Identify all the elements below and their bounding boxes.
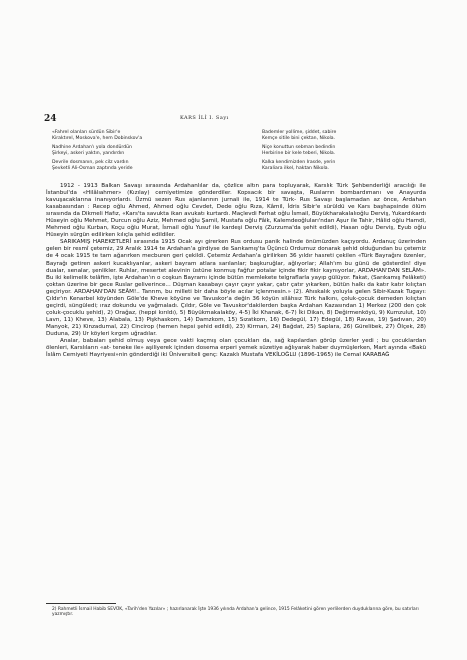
poem-line: Kalka kendimizden Irasde, yerin (262, 160, 336, 166)
paragraph: Analar, babaları şehid olmuş veya gece vakti kaçmış olan çocukları da, sağ kapılardan görüp üzerler yedi ; bu çocuklardan ölenleri, Karslıların «at- teneke ile» aşiliyerek içinden dosema erperi yemek süzetiye ağlıyarak haber duymüşlerken, Mart ayında «Bakü İslâm Cemiyeti Hayriyesi»nin gönderdiği iki Üniversiteli genç: Kazaklı Mustafa VEKİLOĞLU (1896-1965) ile Cemal KARABAĞ (46, 338, 426, 359)
poem-stanza (262, 145, 412, 156)
footnote-divider (46, 603, 116, 604)
poem-stanza (52, 160, 202, 171)
paragraph: 1912 - 1913 Balkan Savaşı sırasında Ardahanlılar da, çözlice altın para topluyarak, Karslık Türk Şehbenderliği aracılığı ile İstanbul'da «Hilâlıahmer» (Kızılay) cemiyetimize gönderdiler. Kopsacık bir savaşta, Ruslarrın bombardımanı ve Anayurda kavuşacaklarına inanıyorlardı. Üzmü sezen Rus ajanlarının jurnali ile, 1914 te Türk- Rus Savaşı başlamadan az önce, Ardahan kasabasından : Recep oğlu Ahmed, Ahmed oğlu Cevdet, Dede oğlu Rıza, Kâmil, İdris Sibir'e sürüldü ve Kars başhapsinde ölüm sırasında da Dikmeli Hafız, «Kars'ta savukta ikan avukatı kurtardı. Maçlevdi Ferhat oğlu İsmail, Büyükharakalalıoğlu Derviş, Yukardıkardı Hüseyin oğlu Mehmet, Durcun oğlu Aziz, Mehmed oğlu Şamil, Mustafa oğlu Fâik, Kalemdeoğluları'ndan Aşur ile Tahir, Hâlid oğlu Hamdi, Mehmed oğlu Kurban, Koçu oğlu Murat, İsmail oğlu Yusuf ile kardeşi Derviş (Zurzuma'da şehit edildi), Hasan oğlu Derviş, Eyub oğlu Hüseyin sürgün edilirken kılıçla şehid edildiler. (46, 183, 426, 239)
paragraph: SARIKAMIŞ HAREKETLERİ sırasında 1915 Ocak ayı girerken Rus ordusu panik halinde önümüzden kaçıyordu. Ardanuç üzerinden gelen bir resmî çetemiz, 29 Aralık 1914 te Ardahan'a girdiyse de Sarıkamış'ta Üçüncü Ordumuz donarak şehid olduğundan bu çetemiz de 4 ocak 1915 te tam ağarırken mecburen geri çekildi. Çetemiz Ardahan'a girilirken 36 yıldır hasreti çekilen «Türk Bayrağını özenler, Bayrağı getiren askeri kucaklıyanlar, askeri bayram atlara sarılanlar; başkuruğlar, ağlıyorlar; Allah'ım bu günü de gösterdin! diye dualar, senalar, şenlikler. Ruhlar, mesertet alevinin üstüne konmuş fağfur potalar içinde fikir fikir kaynıyorlar, ARDAHAN'DAN SELÂM». Bu iki kelimelik telâfim, işte Ardahan'ın o coşkun Bayramı içinde bütün memlekete telgraflarla yayıp gülüyor. Fakat, (Sarıkamış Felâketi) çoktan üzerine bir gece Ruslar geliverince... Düşman kasabayı çayır çayır yakar, çatır çatır yıkarken, bütün halkı da katır katır kılıçtan geçiriyor. ARDAHAN'DAN SEÂM!.. Tanrım, bu milleti bir daha böyle acılar içlenmesin.» (2). Ahıskalık yoluyla gelen Sibir-Kazak Tugayı: Çıldır'ın Kenarbel köyünden Göle'de Kheve köyüne ve Tavuskor'a değin 36 köyün silâhsız Türk halkını, çoluk-çocuk demeden kılıçtan geçirdi, süngüledi; ıraz dokundu ve yağmaladı. Çıldır, Göle ve Tavuskor'dakilerden başka Ardahan Kazasından 1) Merkez (200 den çok çoluk-çocuklu şehid), 2) Orağaz, (heppi kırıldı), 5) Büyükmakalaköy, 4-5) İki Khanak, 6-7) İki Dikan, 8) Değirmenköyü, 9) Kumzulut, 10) Lavn, 11) Kheve, 13) Alabala, 13) Pişkhaskom, 14) Damzkom, 15) Sızatkom, 16) Dedegül, 17) Edegül, 18) Ravas, 19) Şadıvan, 20) Manyok, 21) Kinzadumal, 22) Cincirop (hemen hepsi şehid edildi), 23) Kirman, 24) Bağdat, 25) Saplara, 26) Gürelibek, 27) Ölçek, 28) Duduna, 29) Ur köyleri kırgım uğradılar. (46, 239, 426, 337)
poem-line: Kiraktırel, Moskova'e, hem Dobinskov'a (52, 135, 143, 141)
poem-line: Şevketli Ali-Osman zaptında yeride (52, 165, 133, 171)
poem-stanza (52, 130, 202, 141)
poem-line: Herbirine bir kele teberi, Nikola. (262, 150, 336, 156)
poem-column-left (52, 130, 202, 176)
poem-stanza (52, 145, 202, 156)
poem-line: Şirkeyi, askeri yaktın, yandırdın (52, 150, 125, 156)
poem-line: Nadhine Ardahan'ı yola dondürdün (52, 145, 132, 151)
running-title: KARS İLİ I. Sayı (180, 115, 229, 121)
poem-line: Karaliara ilkel, haktan Nikola. (262, 165, 329, 171)
poem-line: Bademler yollime, şiddet, sabire (262, 130, 337, 135)
poem-line: Devrile dosmanın, pek cilz vardın (52, 160, 129, 166)
page-header (42, 114, 422, 126)
poem-stanza (262, 160, 412, 171)
poem-line: «Fahrel olanları sürdün Sibir'e (52, 130, 121, 135)
poem-line: Kemçe sitile bini çektan, Nikola. (262, 135, 336, 141)
page-number: 24 (44, 114, 57, 124)
body-text (46, 183, 426, 359)
poem-stanza (262, 130, 412, 141)
footnote: 2) Rahmetli İsmail Habib SEVÜK, «Tarih'den Yazılar» ; hazırlanarak İşte 1936 yılında Ardahan'a gelince, 1915 Felâketini gören yerlilerden duyduklarına göre, bu satırları yazmıştır. (52, 607, 419, 618)
poem-column-right (262, 130, 412, 176)
poem-line: Niçe konuttun sebman bedindin (262, 145, 336, 151)
